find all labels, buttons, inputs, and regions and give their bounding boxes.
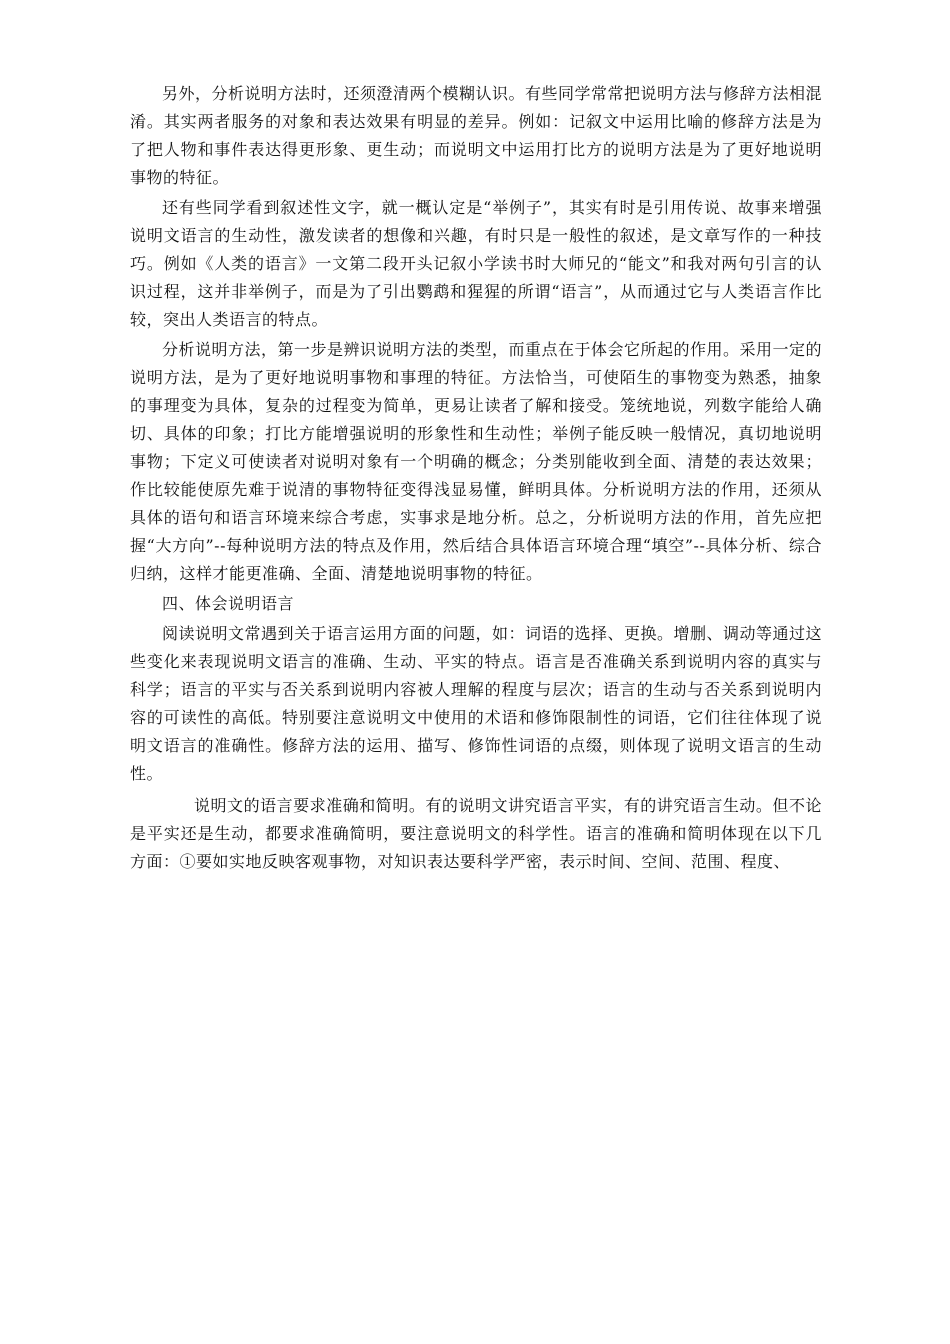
paragraph-narrative-text: 还有些同学看到叙述性文字，就一概认定是“举例子”，其实有时是引用传说、故事来增强说明文语言的生动性，激发读者的想像和兴趣，有时只是一般性的叙述，是文章写作的一种技巧。例如《人类的语言》一文第二段开头记叙小学读书时大师兄的“能文”和我对两句引言的认识过程，这并非举例子，而是为了引出鹦鹉和猩猩的所谓“语言”，从而通过它与人类语言作比较，突出人类语言的特点。 [130,198,822,329]
document-page [130,80,822,876]
paragraph-accuracy-brevity: 说明文的语言要求准确和简明。有的说明文讲究语言平实，有的讲究语言生动。但不论是平实还是生动，都要求准确简明，要注意说明文的科学性。语言的准确和简明体现在以下几方面：①要如实地反映客观事物，对知识表达要科学严密，表示时间、空间、范围、程度、 [130,796,822,871]
paragraph-misconceptions: 另外，分析说明方法时，还须澄清两个模糊认识。有些同学常常把说明方法与修辞方法相混淆。其实两者服务的对象和表达效果有明显的差异。例如：记叙文中运用比喻的修辞方法是为了把人物和事件表达得更形象、更生动；而说明文中运用打比方的说明方法是为了更好地说明事物的特征。 [130,84,823,187]
paragraph-method-analysis: 分析说明方法，第一步是辨识说明方法的类型，而重点在于体会它所起的作用。采用一定的说明方法，是为了更好地说明事物和事理的特征。方法恰当，可使陌生的事物变为熟悉，抽象的事理变为具体，复杂的过程变为简单，更易让读者了解和接受。笼统地说，列数字能给人确切、具体的印象；打比方能增强说明的形象性和生动性；举例子能反映一般情况，真切地说明事物；下定义可使读者对说明对象有一个明确的概念；分类别能收到全面、清楚的表达效果；作比较能使原先难于说清的事物特征变得浅显易懂，鲜明具体。分析说明方法的作用，还须从具体的语句和语言环境来综合考虑，实事求是地分析。总之，分析说明方法的作用，首先应把握“大方向”--每种说明方法的特点及作用，然后结合具体语言环境合理“填空”--具体分析、综合归纳，这样才能更准确、全面、清楚地说明事物的特征。 [130,340,823,583]
paragraph-language-usage: 阅读说明文常遇到关于语言运用方面的问题，如：词语的选择、更换。增删、调动等通过这些变化来表现说明文语言的准确、生动、平实的特点。语言是否准确关系到说明内容的真实与科学；语言的平实与否关系到说明内容被人理解的程度与层次；语言的生动与否关系到说明内容的可读性的高低。特别要注意说明文中使用的术语和修饰限制性的词语，它们往往体现了说明文语言的准确性。修辞方法的运用、描写、修饰性词语的点缀，则体现了说明文语言的生动性。 [130,624,823,783]
section-heading-language: 四、体会说明语言 [162,594,295,613]
